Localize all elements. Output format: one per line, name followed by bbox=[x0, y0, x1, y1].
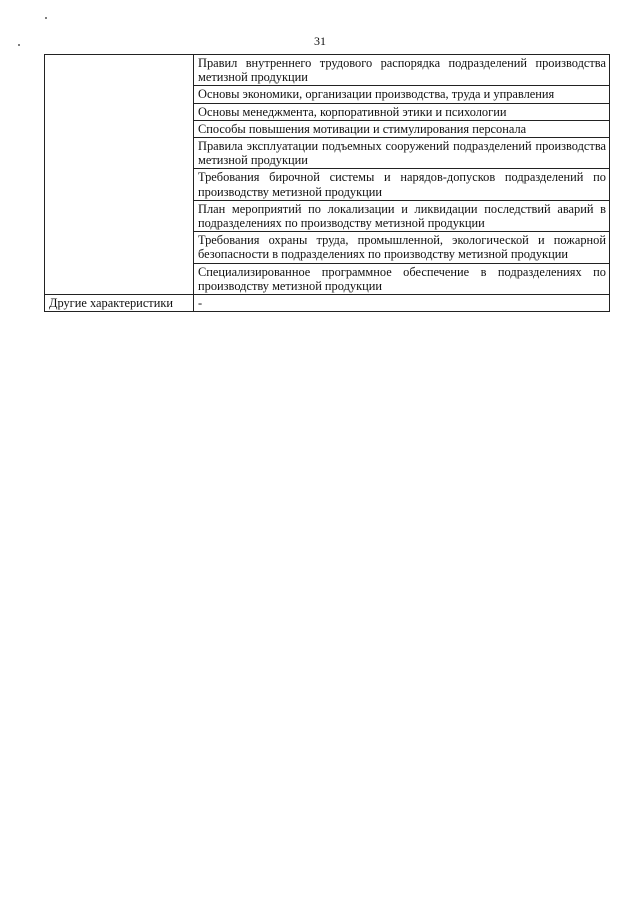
other-characteristics-value: - bbox=[194, 295, 610, 312]
table-cell: План мероприятий по локализации и ликвидации последствий аварий в подразделениях по производству метизной продукции bbox=[194, 200, 610, 231]
table-cell: Правил внутреннего трудового распорядка подразделений производства метизной продукции bbox=[194, 55, 610, 86]
table-row bbox=[45, 295, 610, 312]
scan-speck bbox=[45, 17, 47, 19]
table-cell: Основы менеджмента, корпоративной этики и психологии bbox=[194, 103, 610, 120]
table-row bbox=[45, 55, 610, 86]
table-cell: Требования охраны труда, промышленной, экологической и пожарной безопасности в подразделениях по производству метизной продукции bbox=[194, 232, 610, 263]
table-cell: Требования бирочной системы и нарядов-допусков подразделений по производству метизной продукции bbox=[194, 169, 610, 200]
other-characteristics-label: Другие характеристики bbox=[45, 295, 194, 312]
table-cell: Специализированное программное обеспечение в подразделениях по производству метизной продукции bbox=[194, 263, 610, 294]
table-label-cell bbox=[45, 55, 194, 295]
table-cell: Правила эксплуатации подъемных сооружений подразделений производства метизной продукции bbox=[194, 138, 610, 169]
page-number: 31 bbox=[314, 34, 326, 48]
table-cell: Основы экономики, организации производства, труда и управления bbox=[194, 86, 610, 103]
qualification-table bbox=[44, 54, 610, 312]
table-cell: Способы повышения мотивации и стимулирования персонала bbox=[194, 120, 610, 137]
